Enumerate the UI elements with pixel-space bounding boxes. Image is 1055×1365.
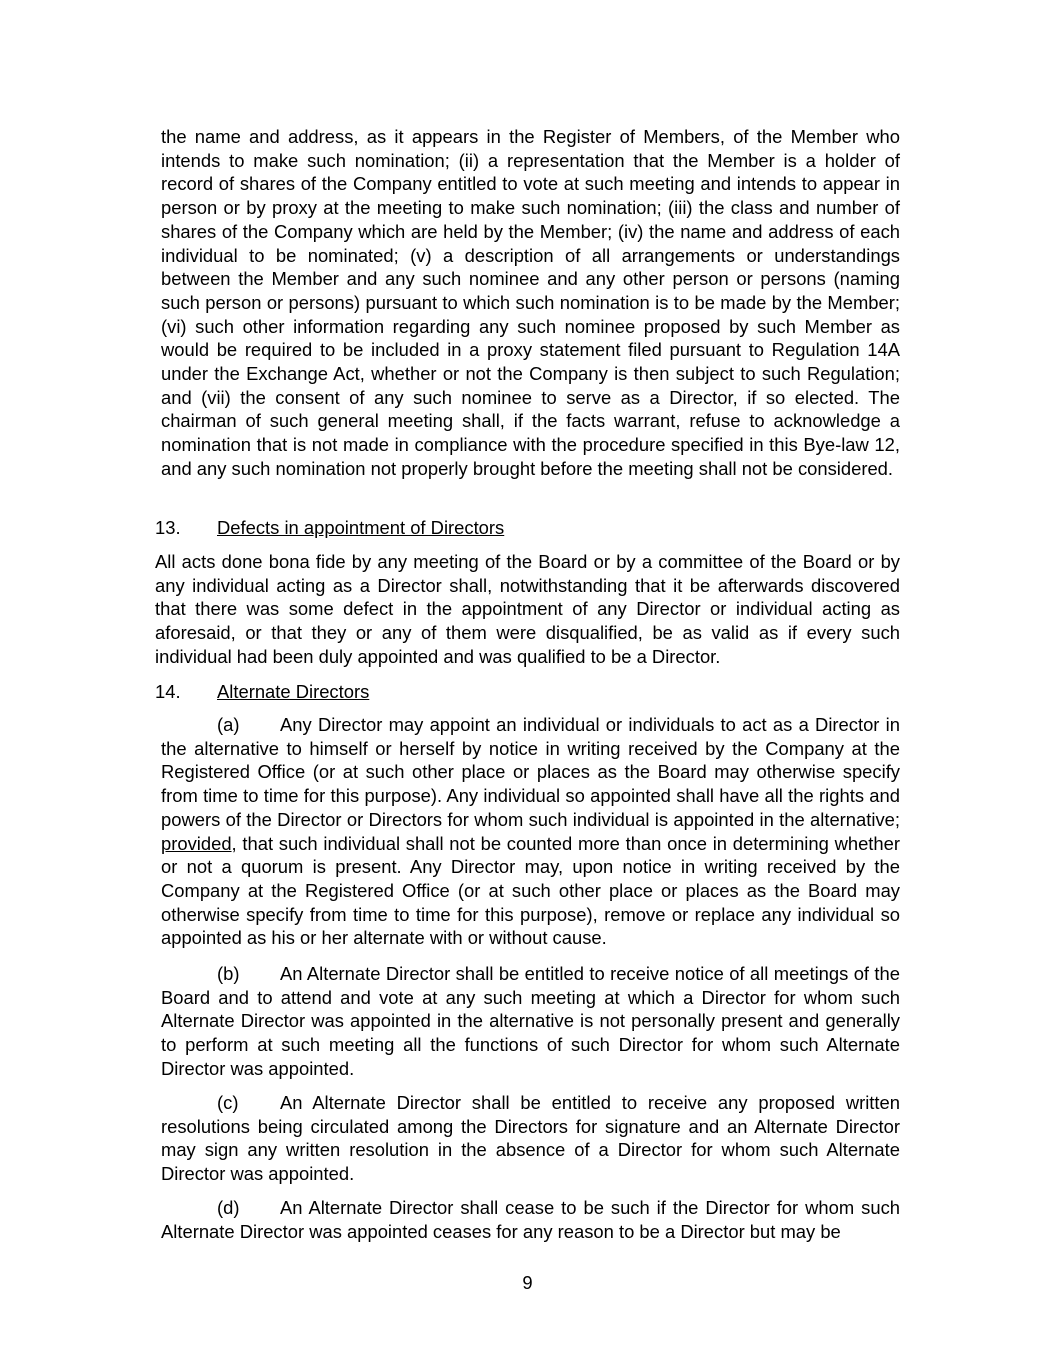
section-13-body: All acts done bona fide by any meeting of the Board or by a committee of the Board or by any individual acting as a Director shall, notwithstanding that it be afterwards discovered that there was some defect in the appointment of any Director or individual acting as aforesaid, or that they or any of them were disqualified, be as valid as if every such individual had been duly appointed and was qualified to be a Director. [155,551,900,667]
paragraph-a-label: (a) [217,714,240,735]
section-14-number: 14. [155,681,181,702]
section-14-heading [155,680,369,704]
section-14-paragraph-a [161,713,900,950]
paragraph-a-text-after: , that such individual shall not be counted more than once in determining whether or not a quorum is present. Any Director may, upon notice in writing received by the Company at the Registered Office (or at such other place or places as the Board may otherwise specify from time to time for this purpose), remove or replace any individual so appointed as his or her alternate with or without cause. [161,832,900,949]
page-number: 9 [522,1272,533,1293]
paragraph-b-text: An Alternate Director shall be entitled to receive notice of all meetings of the Board and to attend and vote at any such meeting at which a Director for whom such Alternate Director was appointed in the alternative is not personally present and generally to perform at such meeting all the functions of such Director for whom such Alternate Director was appointed. [161,963,900,1079]
section-13-number: 13. [155,517,181,538]
paragraph-b-label: (b) [217,963,240,984]
section-14-paragraph-b [161,962,900,1081]
paragraph-a-text-before: Any Director may appoint an individual or individuals to act as a Director in the alternative to himself or herself by notice in writing received by the Company at the Registered Office (or at such other place or places as the Board may otherwise specify from time to time for this purpose). Any individual so appointed shall have all the rights and powers of the Director or Directors for whom such individual is appointed in the alternative; [161,714,900,830]
paragraph-d-text: An Alternate Director shall cease to be such if the Director for whom such Alternate Director was appointed ceases for any reason to be a Director but may be [161,1197,900,1242]
section-13-heading [155,516,504,540]
paragraph-c-label: (c) [217,1092,239,1113]
paragraph-c-text: An Alternate Director shall be entitled to receive any proposed written resolutions being circulated among the Directors for signature and an Alternate Director may sign any written resolution in the absence of a Director for whom such Alternate Director was appointed. [161,1092,900,1185]
section-14-paragraph-d [161,1196,900,1243]
section-14-title: Alternate Directors [217,681,370,702]
section-13-title: Defects in appointment of Directors [217,517,505,538]
intro-paragraph: the name and address, as it appears in the Register of Members, of the Member who intends to make such nomination; (ii) a representation that the Member is a holder of record of shares of the Company entitled to vote at such meeting and intends to appear in person or by proxy at the meeting to make such nomination; (iii) the class and number of shares of the Company which are held by the Member; (iv) the name and address of each individual to be nominated; (v) a description of all arrangements or understandings between the Member and any such nominee and any other person or persons (naming such person or persons) pursuant to which such nomination is to be made by the Member; (vi) such other information regarding any such nominee proposed by such Member as would be required to be included in a proxy statement filed pursuant to Regulation 14A under the Exchange Act, whether or not the Company is then subject to such Regulation; and (vii) the consent of any such nominee to serve as a Director, if so elected. The chairman of such general meeting shall, if the facts warrant, refuse to acknowledge a nomination that is not made in compliance with the procedure specified in this Bye-law 12, and any such nomination not properly brought before the meeting shall not be considered. [161,126,900,479]
section-14-paragraph-c [161,1091,900,1186]
paragraph-d-label: (d) [217,1197,240,1218]
paragraph-a-provided: provided [161,832,232,854]
